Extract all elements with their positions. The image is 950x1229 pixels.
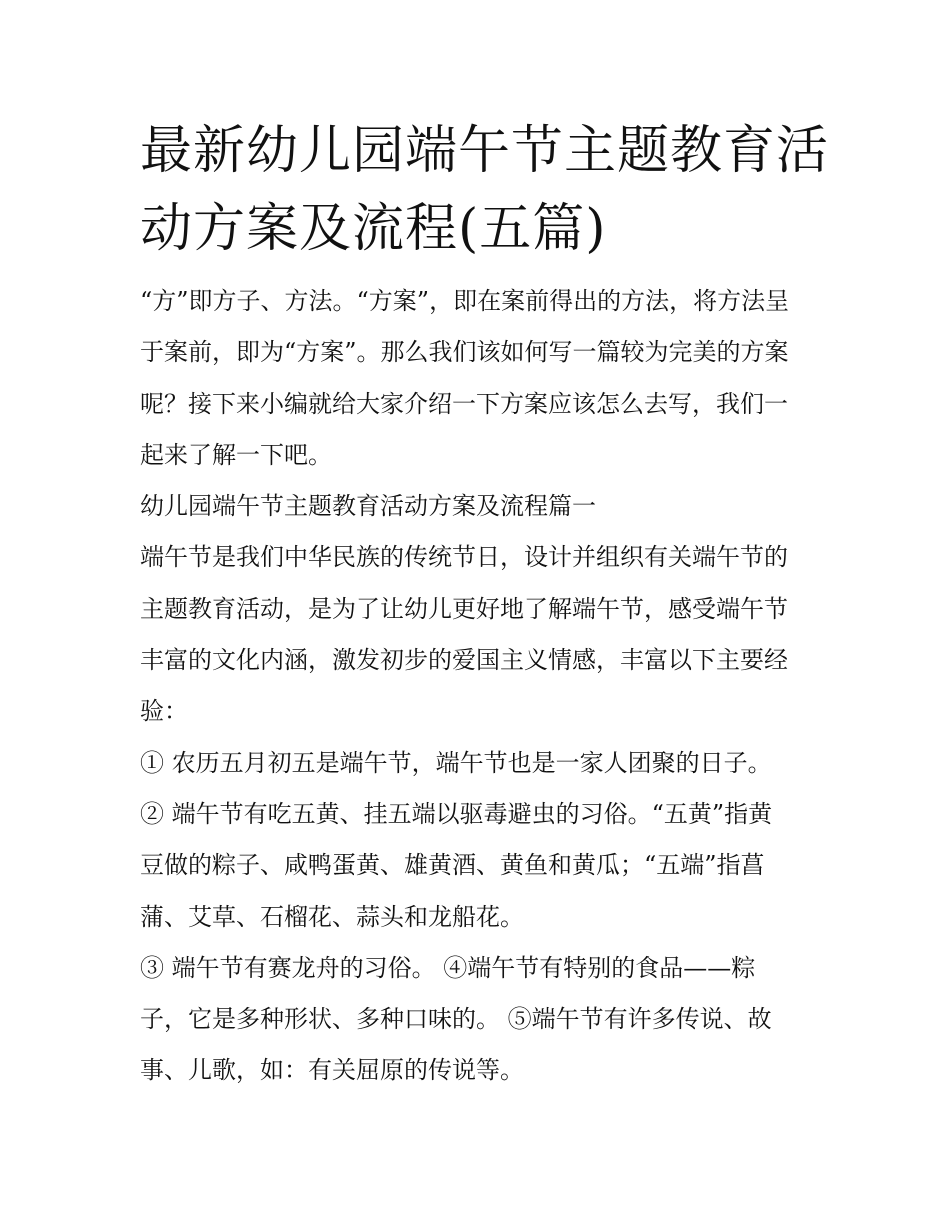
list-item-line: 豆做的粽子、咸鸭蛋黄、雄黄酒、黄鱼和黄瓜；“五端”指菖 <box>140 851 765 880</box>
list-item-line: 子，它是多种形状、多种口味的。 ⑤端午节有许多传说、故 <box>140 1005 772 1034</box>
paragraph-line: 验： <box>140 697 188 726</box>
list-item-line: ③ 端午节有赛龙舟的习俗。 ④端午节有特别的食品——粽 <box>140 953 756 982</box>
paragraph-line: 端午节是我们中华民族的传统节日，设计并组织有关端午节的 <box>140 543 788 572</box>
title-line: 动方案及流程(五篇) <box>140 199 607 259</box>
intro-line: 起来了解一下吧。 <box>140 440 332 469</box>
intro-line: 呢？接下来小编就给大家介绍一下方案应该怎么去写，我们一 <box>140 389 788 418</box>
document-body <box>140 276 830 1097</box>
list-item-line: ② 端午节有吃五黄、挂五端以驱毒避虫的习俗。“五黄”指黄 <box>140 799 773 828</box>
intro-line: “方”即方子、方法。“方案”，即在案前得出的方法，将方法呈 <box>140 287 790 315</box>
section-heading: 幼儿园端午节主题教育活动方案及流程篇一 <box>140 492 596 521</box>
document-title <box>140 112 830 268</box>
list-item-line: 蒲、艾草、石榴花、蒜头和龙船花。 <box>140 902 524 931</box>
list-item-line: ① 农历五月初五是端午节，端午节也是一家人团聚的日子。 <box>140 748 772 777</box>
intro-line: 于案前，即为“方案”。那么我们该如何写一篇较为完美的方案 <box>140 338 789 367</box>
title-line: 最新幼儿园端午节主题教育活 <box>140 121 830 181</box>
paragraph-line: 丰富的文化内涵，激发初步的爱国主义情感，丰富以下主要经 <box>140 646 788 675</box>
list-item-line: 事、儿歌，如：有关屈原的传说等。 <box>140 1056 524 1085</box>
paragraph-line: 主题教育活动，是为了让幼儿更好地了解端午节，感受端午节 <box>140 594 788 623</box>
